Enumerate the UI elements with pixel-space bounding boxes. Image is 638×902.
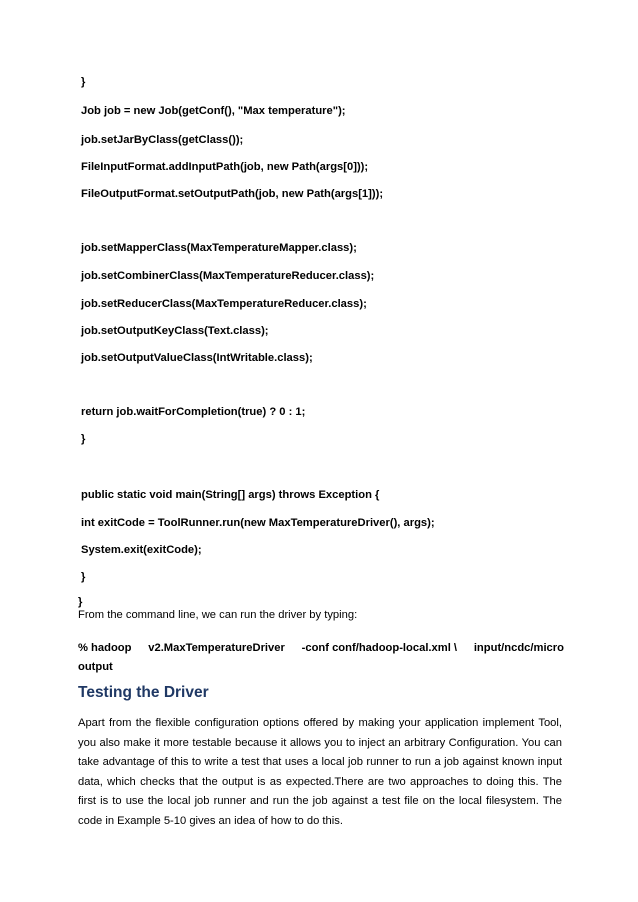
code-line-closing-brace: } <box>81 76 86 88</box>
code-line-mapper: job.setMapperClass(MaxTemperatureMapper.class); <box>81 242 357 254</box>
code-line-output-path: FileOutputFormat.setOutputPath(job, new Path(args[1])); <box>81 188 384 200</box>
command-part-conf: -conf conf/hadoop-local.xml \ <box>301 642 458 654</box>
command-part-output: output <box>78 661 113 673</box>
code-line-exit-code: int exitCode = ToolRunner.run(new MaxTemperatureDriver(), args); <box>81 517 435 529</box>
code-line-return: return job.waitForCompletion(true) ? 0 : 1; <box>81 406 306 418</box>
code-line-method-close: } <box>81 433 86 445</box>
section-paragraph: Apart from the flexible configuration options offered by making your application implement Tool, you also make it more testable because it allows you to inject an arbitrary Configuration. You can take advantage of this to write a test that uses a local job runner to run a job against known input data, which checks that the output is as expected.There are two approaches to doing this. The first is to use the local job runner and run the job against a test file on the local filesystem. The code in Example 5-10 gives an idea of how to do this. <box>78 717 562 827</box>
section-heading: Testing the Driver <box>78 684 209 701</box>
command-part-input: input/ncdc/micro <box>473 642 564 654</box>
code-line-system-exit: System.exit(exitCode); <box>81 544 202 556</box>
code-line-job-new: Job job = new Job(getConf(), "Max temperature"); <box>81 105 346 117</box>
code-line-main-signature: public static void main(String[] args) throws Exception { <box>81 489 380 501</box>
command-block <box>78 641 564 674</box>
code-line-class-close: } <box>78 596 83 608</box>
code-line-output-value: job.setOutputValueClass(IntWritable.class); <box>81 352 313 364</box>
command-part-driver: v2.MaxTemperatureDriver <box>148 642 285 654</box>
code-line-input-path: FileInputFormat.addInputPath(job, new Path(args[0])); <box>81 161 369 173</box>
code-line-main-close: } <box>81 571 86 583</box>
code-line-reducer: job.setReducerClass(MaxTemperatureReducer.class); <box>81 298 367 310</box>
code-line-set-jar: job.setJarByClass(getClass()); <box>81 134 244 146</box>
code-line-output-key: job.setOutputKeyClass(Text.class); <box>81 325 269 337</box>
code-line-combiner: job.setCombinerClass(MaxTemperatureReducer.class); <box>81 270 375 282</box>
intro-text: From the command line, we can run the driver by typing: <box>78 609 358 621</box>
command-part-hadoop: % hadoop <box>78 642 132 654</box>
